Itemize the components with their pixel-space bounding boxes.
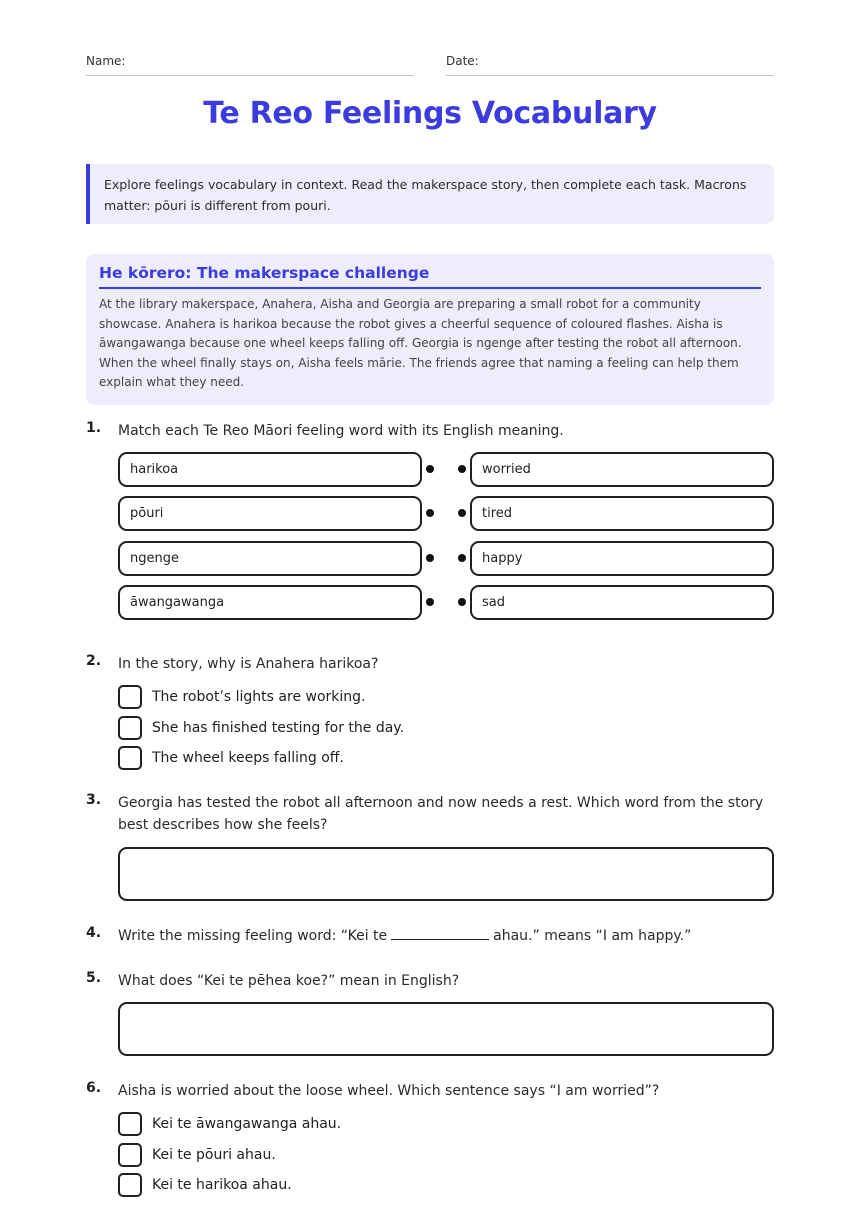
match-left-item[interactable]: pōuri <box>118 496 422 531</box>
match-dot-left[interactable] <box>426 465 434 473</box>
match-right-item[interactable]: tired <box>470 496 774 531</box>
match-dot-right[interactable] <box>458 554 466 562</box>
checkbox[interactable] <box>118 1143 142 1167</box>
question-text: In the story, why is Anahera harikoa? <box>118 656 379 672</box>
question-text-after: ahau.” means “I am happy.” <box>493 928 692 944</box>
question-text: Match each Te Reo Māori feeling word with its English meaning. <box>118 423 564 439</box>
question-4 <box>86 925 774 947</box>
question-number: 4. <box>86 925 102 941</box>
fill-in-blank[interactable] <box>391 926 489 940</box>
question-text: Georgia has tested the robot all afternoon and now needs a rest. Which word from the story best describes how she feels? <box>118 795 764 833</box>
name-field[interactable] <box>86 54 414 76</box>
date-label: Date: <box>446 54 479 68</box>
match-dot-left[interactable] <box>426 554 434 562</box>
question-number: 2. <box>86 653 102 669</box>
page-title: Te Reo Feelings Vocabulary <box>203 96 657 131</box>
question-number: 6. <box>86 1080 102 1096</box>
match-left-item[interactable]: harikoa <box>118 452 422 487</box>
question-6 <box>86 1080 774 1102</box>
name-label: Name: <box>86 54 126 68</box>
match-right-item[interactable]: worried <box>470 452 774 487</box>
match-left-item[interactable]: āwangawanga <box>118 585 422 620</box>
question-2 <box>86 653 774 675</box>
question-text: What does “Kei te pēhea koe?” mean in English? <box>118 973 460 989</box>
intro-callout: Explore feelings vocabulary in context. Read the makerspace story, then complete each task. Macrons matter: pōuri is different from pouri. <box>86 164 774 224</box>
question-text <box>118 925 774 947</box>
match-right-item[interactable]: happy <box>470 541 774 576</box>
question-5 <box>86 970 774 992</box>
option-label: The wheel keeps falling off. <box>152 750 344 766</box>
match-left-item[interactable]: ngenge <box>118 541 422 576</box>
checkbox[interactable] <box>118 746 142 770</box>
checkbox[interactable] <box>118 685 142 709</box>
match-dot-right[interactable] <box>458 465 466 473</box>
option-label: The robot’s lights are working. <box>152 689 366 705</box>
option-label: Kei te āwangawanga ahau. <box>152 1116 342 1132</box>
option-label: She has finished testing for the day. <box>152 720 405 736</box>
question-text-before: Write the missing feeling word: “Kei te <box>118 928 388 944</box>
story-title: He kōrero: The makerspace challenge <box>99 264 761 289</box>
question-3 <box>86 792 774 836</box>
question-text: Aisha is worried about the loose wheel. Which sentence says “I am worried”? <box>118 1083 660 1099</box>
option-label: Kei te pōuri ahau. <box>152 1147 276 1163</box>
checkbox[interactable] <box>118 1112 142 1136</box>
story-text: At the library makerspace, Anahera, Aisha and Georgia are preparing a small robot for a community showcase. Anahera is harikoa because the robot gives a cheerful sequence of coloured flashes. Aisha is āwangawanga because one wheel keeps falling off. Georgia is ngenge after testing the robot all afternoon. When the wheel finally stays on, Aisha feels mārie. The friends agree that naming a feeling can help them explain what they need. <box>99 297 742 389</box>
match-dot-left[interactable] <box>426 509 434 517</box>
answer-box[interactable] <box>118 1002 774 1056</box>
match-right-item[interactable]: sad <box>470 585 774 620</box>
student-info-row <box>86 54 774 76</box>
match-dot-right[interactable] <box>458 598 466 606</box>
question-1 <box>86 420 774 442</box>
match-dot-right[interactable] <box>458 509 466 517</box>
match-dot-left[interactable] <box>426 598 434 606</box>
answer-box[interactable] <box>118 847 774 901</box>
question-number: 3. <box>86 792 102 808</box>
checkbox[interactable] <box>118 716 142 740</box>
checkbox[interactable] <box>118 1173 142 1197</box>
story-panel <box>86 254 774 405</box>
option-label: Kei te harikoa ahau. <box>152 1177 292 1193</box>
question-number: 5. <box>86 970 102 986</box>
question-number: 1. <box>86 420 102 436</box>
date-field[interactable] <box>446 54 774 76</box>
